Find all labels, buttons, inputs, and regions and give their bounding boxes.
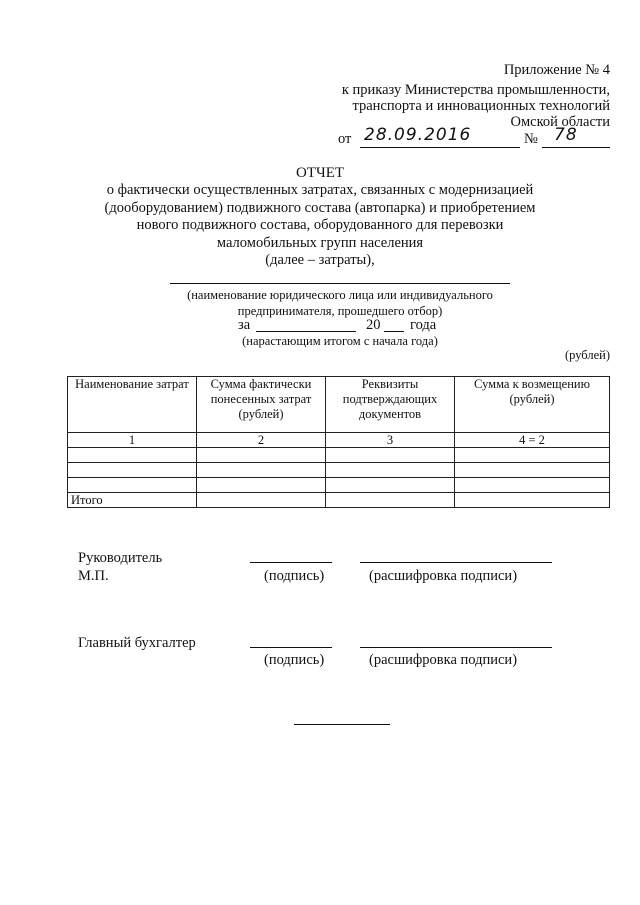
head-decode-line <box>360 562 552 563</box>
subtitle-line: нового подвижного состава, оборудованного для перевозки <box>136 217 504 233</box>
table-header-row <box>68 377 610 433</box>
total-row <box>68 493 610 508</box>
column-number: 3 <box>326 433 455 448</box>
stamp-label: М.П. <box>78 568 109 584</box>
table-row <box>68 448 610 463</box>
period-year-prefix: 20 <box>366 317 381 333</box>
subtitle-line: (дооборудованием) подвижного состава (автопарка) и приобретением <box>104 199 536 216</box>
column-number: 4 = 2 <box>455 433 610 448</box>
head-signature-line <box>250 562 332 563</box>
closing-divider <box>294 724 390 725</box>
period-blank <box>256 317 356 332</box>
date-prefix: от <box>338 131 352 147</box>
entity-name-note <box>150 287 530 319</box>
handwritten-number: 78 <box>554 125 578 145</box>
accountant-signature-note: (подпись) <box>264 652 325 668</box>
year-blank <box>384 317 404 332</box>
accountant-signature-line <box>250 647 332 648</box>
number-prefix: № <box>524 131 538 147</box>
subtitle-line: маломобильных групп населения <box>216 234 424 251</box>
appendix-number: Приложение № 4 <box>503 62 610 78</box>
entity-note-line: предпринимателя, прошедшего отбор) <box>237 304 443 318</box>
column-header: Сумма к возмещению (рублей) <box>455 377 610 433</box>
column-number: 1 <box>68 433 197 448</box>
accountant-label: Главный бухгалтер <box>78 635 196 651</box>
head-label: Руководитель <box>78 550 163 566</box>
accountant-decode-note: (расшифровка подписи) <box>369 652 518 668</box>
period-note: (нарастающим итогом с начала года) <box>242 334 438 348</box>
head-signature-note: (подпись) <box>264 568 325 584</box>
report-subtitle <box>60 182 580 270</box>
period-prefix: за <box>238 317 251 333</box>
table-row <box>68 463 610 478</box>
accountant-decode-line <box>360 647 552 648</box>
head-decode-note: (расшифровка подписи) <box>369 568 518 584</box>
column-number-row <box>68 433 610 448</box>
column-header: Сумма фактически понесенных затрат (рублей) <box>197 377 326 433</box>
period-suffix: года <box>410 317 437 333</box>
order-reference-line1: к приказу Министерства промышленности, <box>341 82 610 98</box>
subtitle-line: о фактически осуществленных затратах, связанных с модернизацией <box>106 182 534 198</box>
column-header: Реквизиты подтверждающих документов <box>326 377 455 433</box>
column-number: 2 <box>197 433 326 448</box>
handwritten-date: 28.09.2016 <box>364 125 472 145</box>
entity-note-line: (наименование юридического лица или индивидуального <box>187 288 493 302</box>
report-title: ОТЧЕТ <box>295 165 345 181</box>
column-header: Наименование затрат <box>68 377 197 433</box>
table-row <box>68 478 610 493</box>
total-label: Итого <box>68 493 197 508</box>
order-reference-line2: транспорта и инновационных технологий <box>352 98 610 114</box>
currency-note: (рублей) <box>564 348 610 362</box>
entity-name-blank <box>170 283 510 284</box>
order-reference-line3: Омской области <box>510 114 610 130</box>
order-date-row <box>338 125 610 150</box>
expense-table <box>67 376 610 508</box>
subtitle-line: (далее – затраты), <box>265 252 375 268</box>
